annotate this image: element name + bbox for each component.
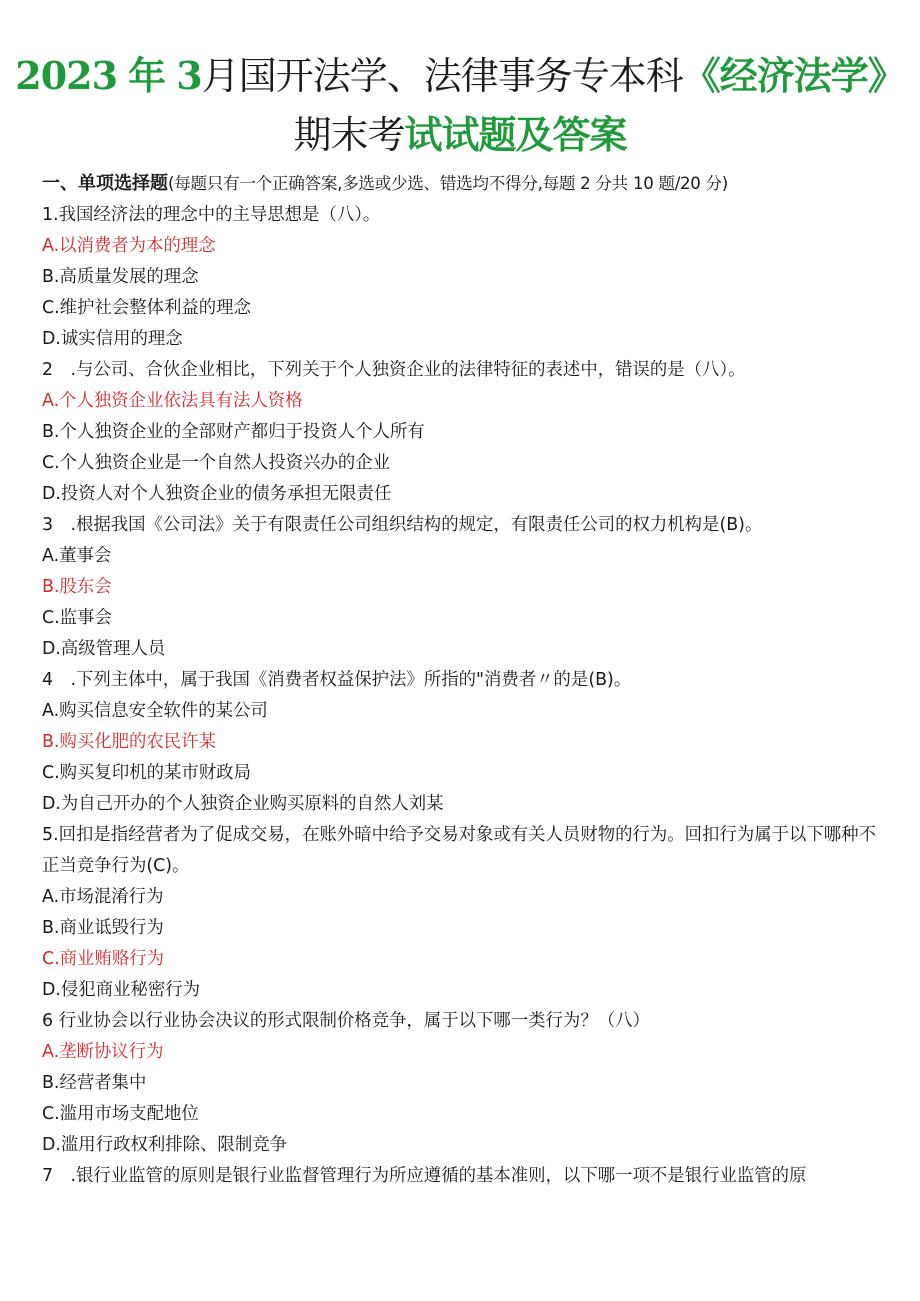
answer-option-correct: C.商业贿赂行为 (42, 949, 165, 969)
question-stem: 4 .下列主体中，属于我国《消费者权益保护法》所指的"消费者〃的是(B)。 (42, 670, 632, 690)
answer-option: A.购买信息安全软件的某公司 (42, 701, 268, 721)
page-title-line1 (0, 52, 920, 100)
answer-option-correct: B.购买化肥的农民许某 (42, 732, 216, 752)
title-year-unit: 年 (128, 54, 166, 98)
title-answers: 试试题及答案 (404, 113, 627, 157)
answer-option: D.投资人对个人独资企业的债务承担无限责任 (42, 484, 392, 504)
title-year: 2023 (15, 53, 118, 98)
question-stem: 2 .与公司、合伙企业相比，下列关于个人独资企业的法律特征的表述中，错误的是（八）。 (42, 360, 746, 380)
question-stem: 1.我国经济法的理念中的主导思想是（八）。 (42, 205, 381, 225)
answer-option: C.个人独资企业是一个自然人投资兴办的企业 (42, 453, 391, 473)
answer-option: D.诚实信用的理念 (42, 329, 183, 349)
answer-option: A.市场混淆行为 (42, 887, 164, 907)
answer-option: D.侵犯商业秘密行为 (42, 980, 201, 1000)
section-title: 一、单项选择题 (42, 173, 168, 194)
answer-option-correct: B.股东会 (42, 577, 112, 597)
title-month: 3 (176, 53, 202, 98)
answer-option: D.为自己开办的个人独资企业购买原料的自然人刘某 (42, 794, 444, 814)
answer-option: C.维护社会整体利益的理念 (42, 298, 251, 318)
answer-option: C.监事会 (42, 608, 112, 628)
answer-option: B.经营者集中 (42, 1073, 147, 1093)
answer-option-correct: A.垄断协议行为 (42, 1042, 164, 1062)
page-title-line2 (0, 111, 920, 159)
title-course: 《经济法学》 (682, 54, 905, 98)
question-stem: 5.回扣是指经营者为了促成交易，在账外暗中给予交易对象或有关人员财物的行为。回扣行为属于以下哪种不正当竞争行为(C)。 (42, 825, 876, 876)
question-stem: 7 .银行业监管的原则是银行业监督管理行为所应遵循的基本准则，以下哪一项不是银行业监管的原 (42, 1166, 807, 1186)
answer-option: A.董事会 (42, 546, 112, 566)
section-heading (42, 168, 882, 200)
section-note: (每题只有一个正确答案,多选或少选、错选均不得分,每题 2 分共 10 题/20 分) (168, 174, 728, 193)
answer-option: B.个人独资企业的全部财产都归于投资人个人所有 (42, 422, 425, 442)
answer-option: D.滥用行政权利排除、限制竞争 (42, 1135, 287, 1155)
answer-option: B.高质量发展的理念 (42, 267, 199, 287)
question-list (42, 200, 882, 1192)
answer-option: D.高级管理人员 (42, 639, 166, 659)
title-exam: 期末考 (293, 113, 405, 157)
answer-option: C.购买复印机的某市财政局 (42, 763, 251, 783)
answer-option-correct: A.个人独资企业依法具有法人资格 (42, 391, 303, 411)
question-stem: 6 行业协会以行业协会决议的形式限制价格竞争，属于以下哪一类行为？（八） (42, 1011, 650, 1031)
answer-option-correct: A.以消费者为本的理念 (42, 236, 216, 256)
answer-option: C.滥用市场支配地位 (42, 1104, 199, 1124)
answer-option: B.商业诋毁行为 (42, 918, 164, 938)
question-stem: 3 .根据我国《公司法》关于有限责任公司组织结构的规定，有限责任公司的权力机构是(B)。 (42, 515, 763, 535)
title-main: 月国开法学、法律事务专本科 (201, 54, 683, 98)
exam-body (42, 168, 882, 1192)
